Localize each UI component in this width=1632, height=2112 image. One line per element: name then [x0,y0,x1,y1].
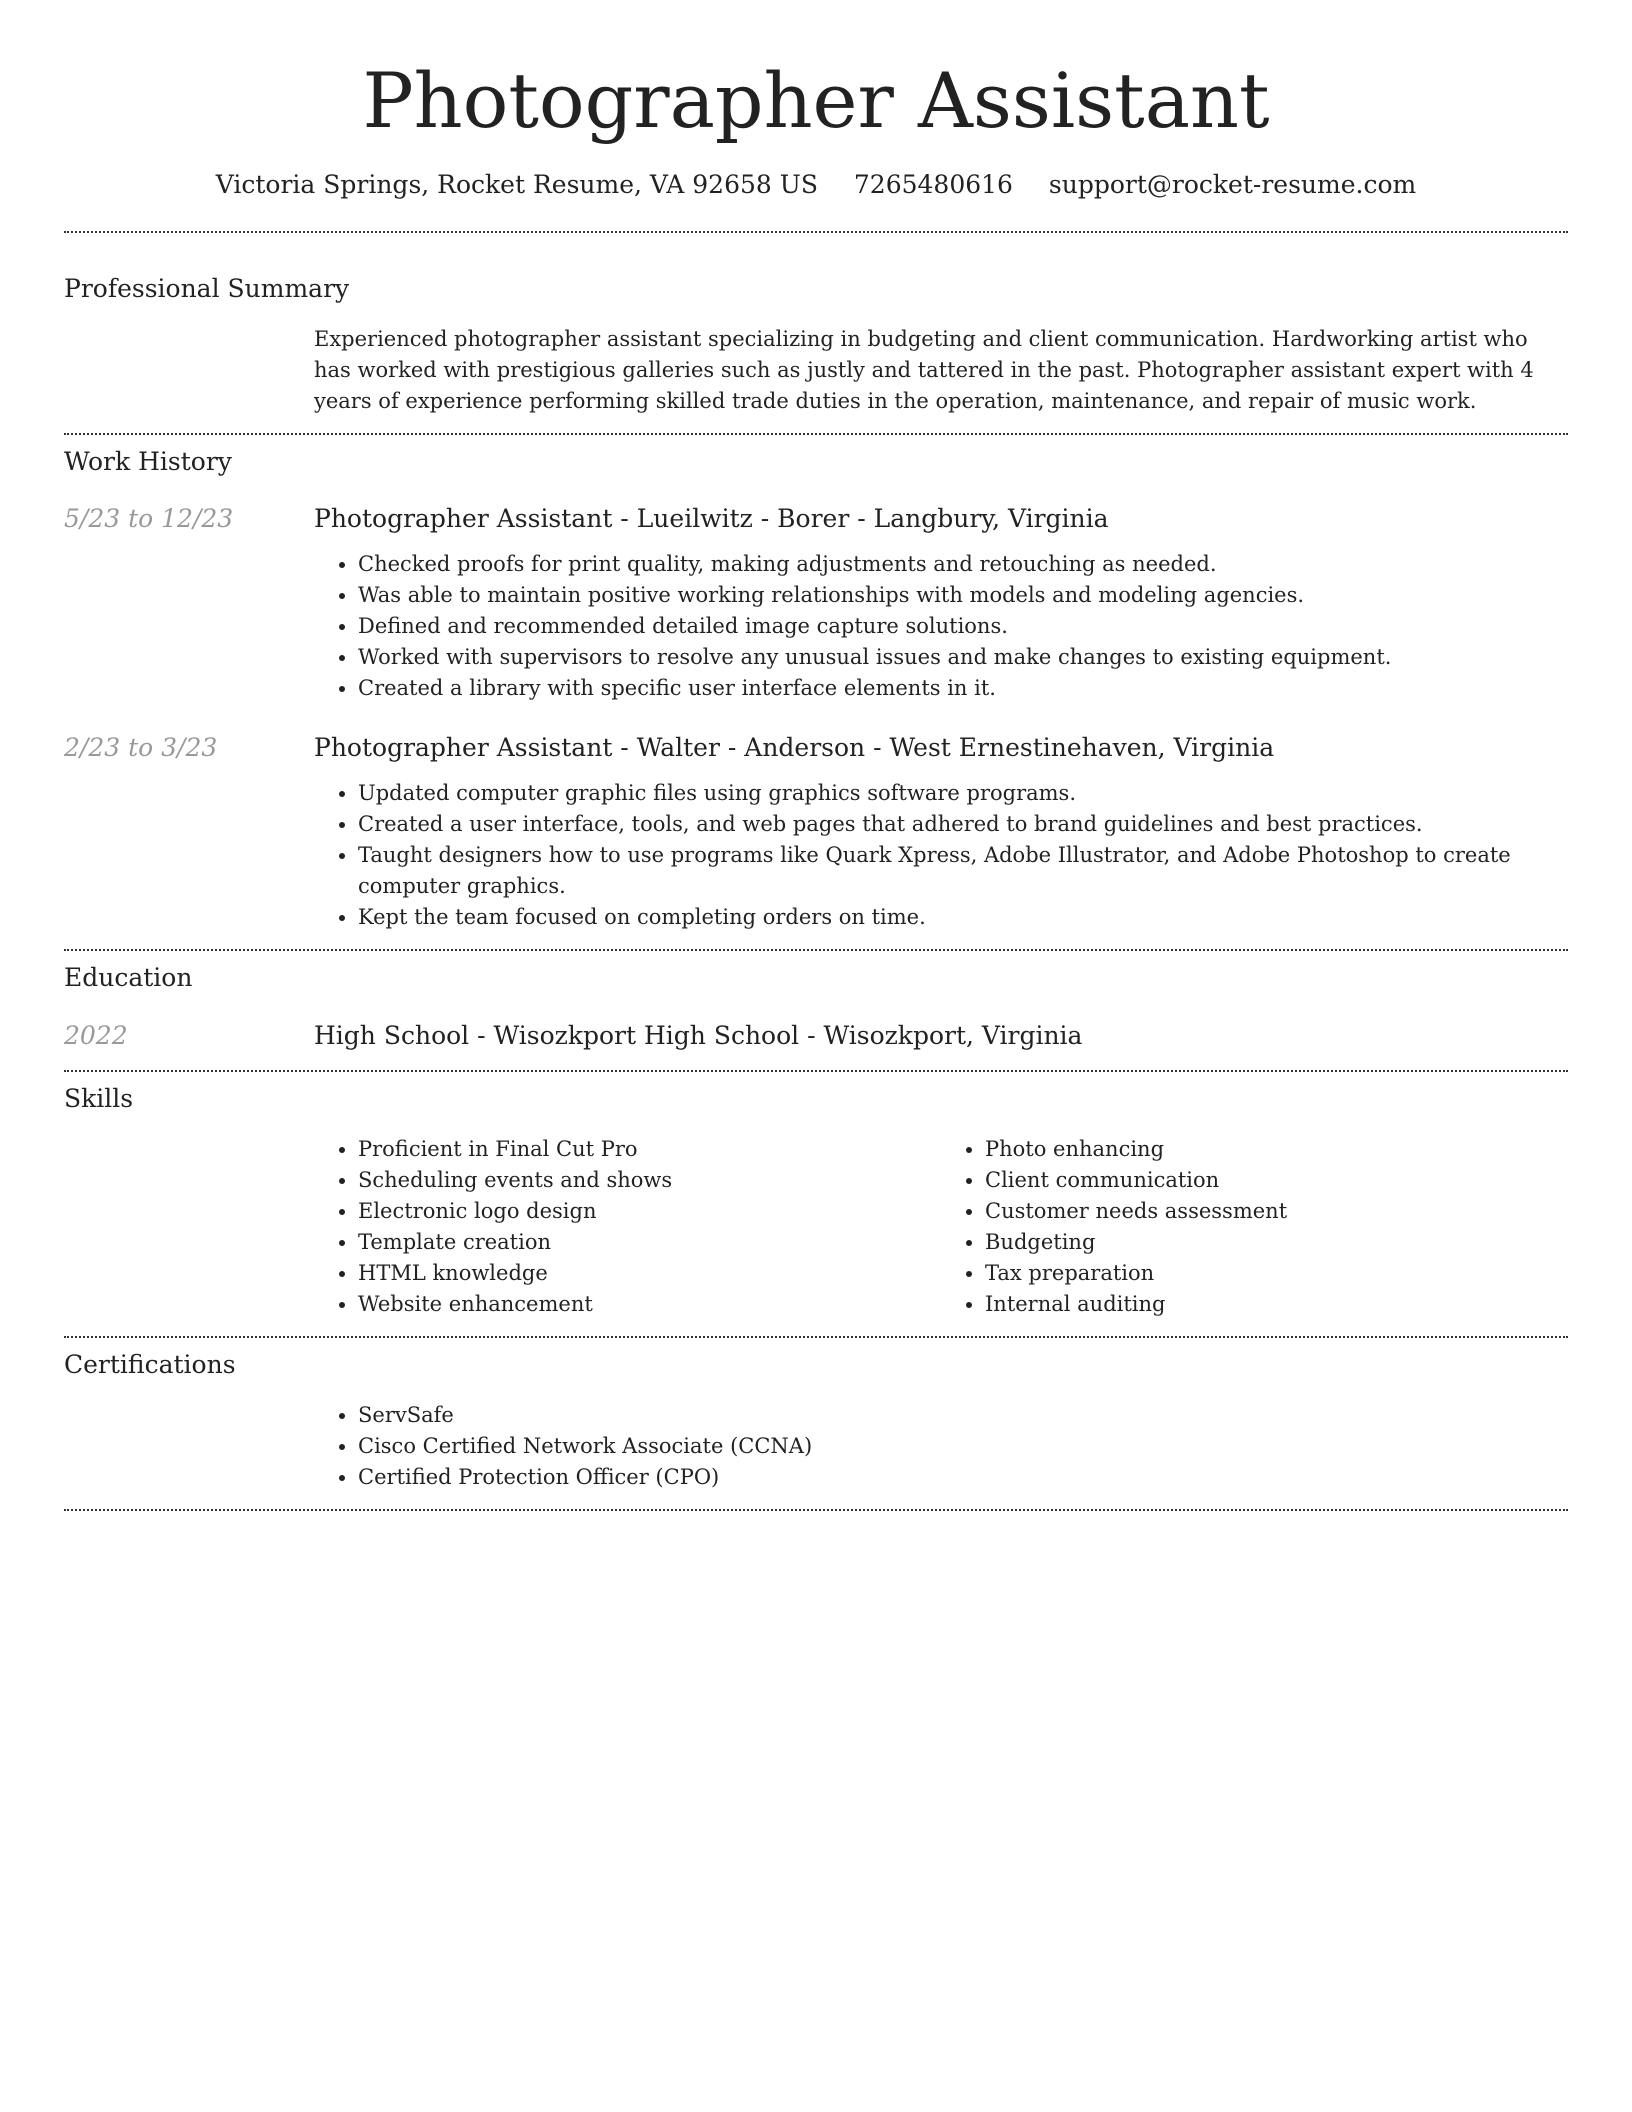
skill-item: • Budgeting [985,1227,1568,1258]
skill-item: • Template creation [358,1227,941,1258]
job-heading: Photographer Assistant - Walter - Anderson - West Ernestinehaven, Virginia [314,733,1275,762]
education-year: 2022 [64,1021,128,1050]
skill-item: • Proficient in Final Cut Pro [358,1134,941,1165]
section-divider [64,1070,1568,1072]
skills-title: Skills [64,1084,134,1113]
contact-phone: 7265480616 [853,170,1013,199]
skills-grid [314,1134,1568,1320]
work-history-section [64,445,1568,933]
skill-item: • HTML knowledge [358,1258,941,1289]
job-entry [64,731,1568,933]
education-title: Education [64,963,193,992]
job-bullet: • Worked with supervisors to resolve any unusual issues and make changes to existing equipment. [358,642,1568,673]
job-bullet: • Updated computer graphic files using graphics software programs. [358,778,1568,809]
job-dates: 5/23 to 12/23 [64,504,234,533]
skill-item: • Scheduling events and shows [358,1165,941,1196]
jobs-list [64,502,1568,933]
certifications-section [64,1348,1568,1493]
skills-list-right [941,1134,1568,1320]
skill-item: • Internal auditing [985,1289,1568,1320]
skill-item: • Tax preparation [985,1258,1568,1289]
resume-name: Photographer Assistant [362,56,1270,145]
skill-item: • Client communication [985,1165,1568,1196]
skill-item: • Website enhancement [358,1289,941,1320]
certification-item: • Cisco Certified Network Associate (CCNA) [358,1431,1568,1462]
certifications-list [314,1400,1568,1493]
contact-address: Victoria Springs, Rocket Resume, VA 92658 US [215,170,818,199]
job-bullet: • Checked proofs for print quality, making adjustments and retouching as needed. [358,549,1568,580]
section-divider [64,231,1568,233]
section-divider [64,1336,1568,1338]
certifications-title: Certifications [64,1350,236,1379]
summary-title: Professional Summary [64,274,350,303]
job-bullet: • Defined and recommended detailed image capture solutions. [358,611,1568,642]
section-divider [64,433,1568,435]
section-divider [64,1509,1568,1511]
skills-section [64,1082,1568,1320]
job-bullet: • Created a user interface, tools, and web pages that adhered to brand guidelines and best practices. [358,809,1568,840]
summary-text: Experienced photographer assistant specializing in budgeting and client communication. Hardworking artist who has worked with prestigious galleries such as justly and tattered in the past. Photographer assistant expert with 4 years of experience performing skilled trade duties in the operation, maintenance, and repair of music work. [314,327,1534,413]
job-bullet: • Taught designers how to use programs like Quark Xpress, Adobe Illustrator, and Adobe Photoshop to create computer graphics. [358,840,1568,902]
summary-section [64,272,1568,417]
education-section [64,961,1568,1053]
job-dates: 2/23 to 3/23 [64,733,218,762]
contact-line [64,168,1568,202]
certification-item: • Certified Protection Officer (CPO) [358,1462,1568,1493]
job-bullets [314,778,1568,933]
skill-item: • Photo enhancing [985,1134,1568,1165]
section-divider [64,949,1568,951]
resume-page [64,0,1568,1511]
job-bullet: • Created a library with specific user interface elements in it. [358,673,1568,704]
job-bullet: • Kept the team focused on completing orders on time. [358,902,1568,933]
skills-list-left [314,1134,941,1320]
contact-email: support@rocket-resume.com [1048,170,1417,199]
job-bullet: • Was able to maintain positive working relationships with models and modeling agencies. [358,580,1568,611]
job-heading: Photographer Assistant - Lueilwitz - Borer - Langbury, Virginia [314,504,1109,533]
job-entry [64,502,1568,704]
skill-item: • Electronic logo design [358,1196,941,1227]
job-bullets [314,549,1568,704]
work-history-title: Work History [64,447,232,476]
certification-item: • ServSafe [358,1400,1568,1431]
skill-item: • Customer needs assessment [985,1196,1568,1227]
education-heading: High School - Wisozkport High School - Wisozkport, Virginia [314,1021,1083,1050]
education-entry [64,1019,1568,1053]
